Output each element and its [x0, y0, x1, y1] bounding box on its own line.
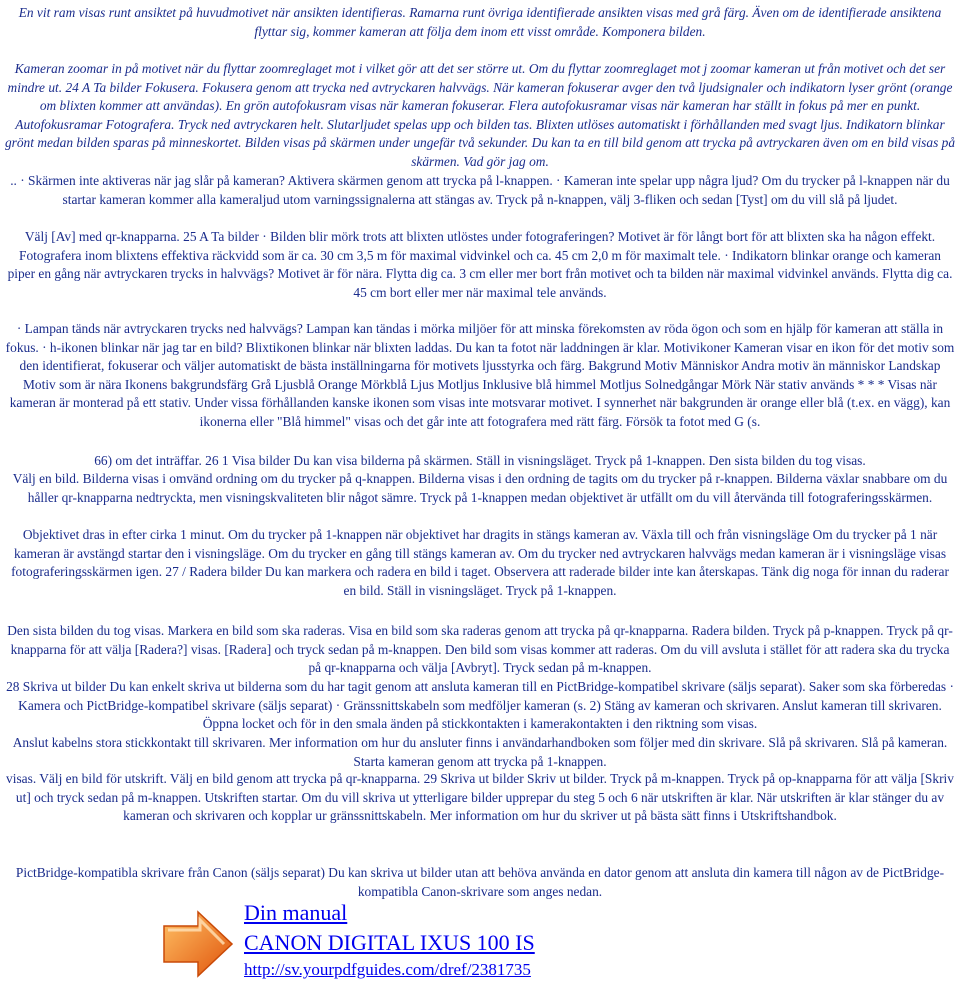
- paragraph-zoom-focus: Kameran zoomar in på motivet när du flyttar zoomreglaget mot i vilket gör att det ser större ut. Om du flyttar zoomreglaget mot j zoomar kameran ut från motivet och det ser mindre ut. 24 A Ta bilder Fokusera. Fokusera genom att trycka ned avtryckaren halvvägs. När kameran fokuserar avger den två ljudsignaler och indikatorn lyser grönt (orange om blixten kommer att användas). En grön autofokusram visas när kameran fokuserar. Flera autofokusramar visas när kameran har ställt in fokus på mer en punkt. Autofokusramar Fotografera. Tryck ned avtryckaren helt. Slutarljudet spelas upp och bilden tas. Blixten utlöses automatiskt i förhållanden med svagt ljus. Indikatorn blinkar grönt medan bilden sparas på minneskortet. Bilden visas på skärmen under ungefär två sekunder. Du kan ta en till bild genom att trycka på avtryckaren även om en bild visas på skärmen. Vad gör jag om.: [4, 61, 956, 169]
- product-link[interactable]: CANON DIGITAL IXUS 100 IS: [244, 930, 535, 955]
- paragraph-print-images: visas. Välj en bild för utskrift. Välj en bild genom att trycka på qr-knapparna. 29 Skriva ut bilder Skriv ut bilder. Tryck på m-knappen. Tryck på op-knapparna för att välja [Skriv ut] och tryck sedan på m-knappen. Utskriften startar. Om du vill skriva ut ytterligare bilder upprepar du steg 5 och 6 när utskriften är klar. När utskriften är klar stänger du av kameran och skrivaren och kopplar ur gränssnittskabeln. Mer information om hur du skriver ut på bästa sätt finns i Utskriftshandbok.: [6, 771, 954, 824]
- paragraph-connect-printer: Anslut kabelns stora stickkontakt till skrivaren. Mer information om hur du ansluter finns i användarhandboken som följer med din skrivare. Slå på skrivaren. Slå på kameran. Starta kameran genom att trycka på 1-knappen.: [12, 735, 948, 769]
- paragraph-delete-image: Den sista bilden du tog visas. Markera en bild som ska raderas. Visa en bild som ska raderas genom att trycka på qr-knapparna. Radera bilden. Tryck på p-knappen. Tryck på qr-knapparna för att välja [Radera?] visas. [Radera] och tryck sedan på m-knappen. Den bild som visas kommer att raderas. Om du vill avsluta i stället för att radera ska du trycka på qr-knapparna och välja [Avbryt]. Tryck sedan på m-knappen.: [7, 623, 953, 676]
- paragraph-face-detection: En vit ram visas runt ansiktet på huvudmotivet när ansikten identifieras. Ramarna runt övriga identifierade ansikten visas med grå färg. Även om de identifierade ansiktena flyttar sig, kommer kameran att följa dem inom ett visst område. Komponera bilden.: [18, 5, 942, 39]
- paragraph-lens-retract: Objektivet dras in efter cirka 1 minut. Om du trycker på 1-knappen när objektivet har dragits in stängs kameran av. Växla till och från visningsläge Om du trycker på 1 när kameran är avstängd startar den i visningsläge. Om du trycker en gång till stängs kameran av. Om du trycker ned avtryckaren halvvägs medan kameran är i visningsläge visas fotograferingsskärmen igen. 27 / Radera bilder Du kan markera och radera en bild i taget. Observera att raderade bilder inte kan återskapas. Tänk dig noga för innan du raderar en bild. Ställ in visningsläget. Tryck på 1-knappen.: [11, 527, 949, 598]
- paragraph-pictbridge: PictBridge-kompatibla skrivare från Canon (säljs separat) Du kan skriva ut bilder utan att behöva använda en dator genom att ansluta din kamera till någon av de PictBridge-kompatibla Canon-skrivare som anges nedan.: [15, 865, 945, 899]
- paragraph-print-prepare: 28 Skriva ut bilder Du kan enkelt skriva ut bilderna som du har tagit genom att ansluta kameran till en PictBridge-kompatibel skrivare (säljs separat). Saker som ska förberedas · Kamera och PictBridge-kompatibel skrivare (säljs separat) · Gränssnittskabeln som medföljer kameran (s. 2) Stäng av kameran och skrivaren. Anslut kameran till skrivaren. Öppna locket och för in den smala änden på stickkontakten i kamerakontakten i den riktning som visas.: [6, 679, 954, 732]
- orange-arrow-icon: [158, 904, 238, 984]
- url-link[interactable]: http://sv.yourpdfguides.com/dref/2381735: [244, 960, 531, 979]
- footer-link-list: [244, 898, 535, 982]
- manual-link[interactable]: Din manual: [244, 900, 348, 925]
- paragraph-flash-range: Välj [Av] med qr-knapparna. 25 A Ta bilder · Bilden blir mörk trots att blixten utlöstes under fotograferingen? Motivet är för långt bort för att blixten ska ha någon effekt. Fotografera inom blixtens effektiva räckvidd som är ca. 30 cm 3,5 m för maximal vidvinkel och ca. 45 cm 2,0 m för maximalt tele. · Indikatorn blinkar orange och kameran piper en gång när avtryckaren trycks in halvvägs? Motivet är för nära. Flytta dig ca. 3 cm eller mer bort från motivet och ta bilden när maximal vidvinkel används. Flytta dig ca. 45 cm bort eller mer när maximal tele används.: [7, 229, 953, 300]
- paragraph-choose-image: Välj en bild. Bilderna visas i omvänd ordning om du trycker på q-knappen. Bilderna visas i den ordning de tagits om du trycker på r-knappen. Bilderna växlar snabbare om du håller qr-knapparna nedtryckta, men visningskvaliteten blir något sämre. Tryck på 1-knappen medan objektivet är utfällt om du vill återvända till fotograferingsskärmen.: [12, 471, 948, 505]
- paragraph-view-images: 66) om det inträffar. 26 1 Visa bilder Du kan visa bilderna på skärmen. Ställ in visningsläget. Tryck på 1-knappen. Den sista bilden du tog visas.: [94, 453, 866, 468]
- paragraph-screen-sound: .. · Skärmen inte aktiveras när jag slår på kameran? Aktivera skärmen genom att trycka på l-knappen. · Kameran inte spelar upp några ljud? Om du trycker på l-knappen när du startar kameran kommer alla kameraljud utom varningssignalerna att stängas av. Tryck på n-knappen, välj 3-fliken och sedan [Tyst] om du vill slå på ljudet.: [10, 173, 950, 207]
- footer-links: [158, 898, 618, 994]
- paragraph-lamp-scene-icons: · Lampan tänds när avtryckaren trycks ned halvvägs? Lampan kan tändas i mörka miljöer för att minska förekomsten av röda ögon och som en hjälp för kameran att ställa in fokus. · h-ikonen blinkar när jag tar en bild? Blixtikonen blinkar när blixten laddas. Du kan ta fotot när laddningen är klar. Motivikoner Kameran visar en ikon för det motiv som den identifierat, fokuserar och väljer automatiskt de bästa inställningarna för motivets ljusstyrka och färg. Bakgrund Motiv Människor Andra motiv än människor Landskap Motiv som är nära Ikonens bakgrundsfärg Grå Ljusblå Orange Mörkblå Ljus Motljus Inklusive blå himmel Motljus Solnedgångar Mörk När stativ används * * * Visas när kameran är monterad på ett stativ. Under vissa förhållanden kanske ikonen som visas inte motsvarar motivet. I synnerhet när bakgrunden är orange eller blå (t.ex. en vägg), kan ikonerna eller "Blå himmel" visas och det går inte att fotografera med rätt färg. Försök ta fotot med G (s.: [5, 321, 955, 429]
